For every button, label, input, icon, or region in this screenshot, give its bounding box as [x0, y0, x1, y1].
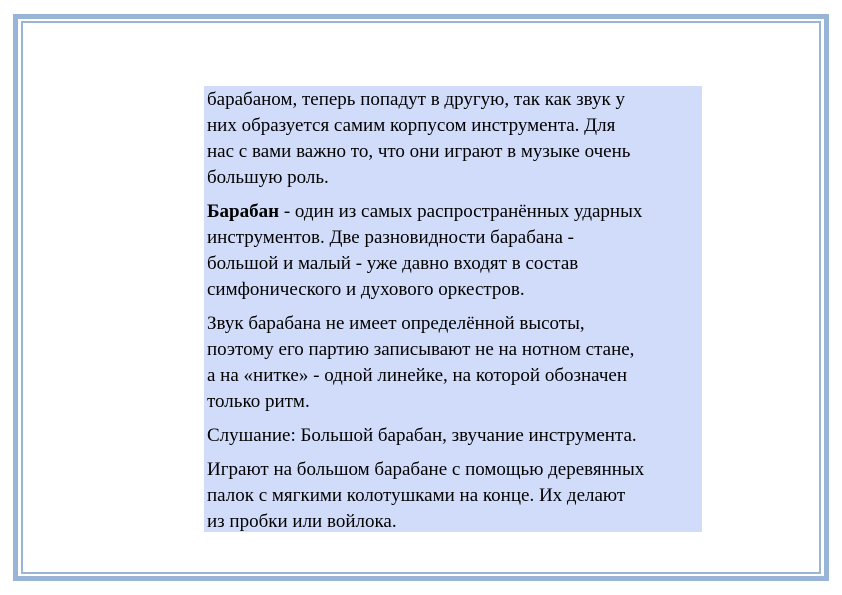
paragraph-5 — [207, 457, 702, 535]
paragraph-4 — [207, 423, 702, 449]
text-line: Слушание: Большой барабан, звучание инструмента. — [207, 425, 637, 446]
text-line: из пробки или войлока. — [207, 511, 397, 532]
text-line: только ритм. — [207, 391, 310, 412]
text-line — [207, 199, 702, 225]
text-line: Играют на большом барабане с помощью деревянных — [207, 459, 645, 480]
text-line: а на «нитке» - одной линейке, на которой обозначен — [207, 365, 628, 386]
text-line: барабаном, теперь попадут в другую, так как звук у — [207, 89, 625, 110]
text-line: симфонического и духового оркестров. — [207, 279, 525, 300]
text-line: поэтому его партию записывают не на нотном стане, — [207, 339, 635, 360]
paragraph-2 — [207, 199, 702, 303]
text-line: большую роль. — [207, 167, 329, 188]
text-line: большой и малый - уже давно входят в состав — [207, 253, 579, 274]
text-line: нас с вами важно то, что они играют в музыке очень — [207, 141, 631, 162]
text-fragment: - один из самых распространённых ударных — [279, 201, 643, 222]
text-line: палок с мягкими колотушками на конце. Их делают — [207, 485, 626, 506]
text-line: инструментов. Две разновидности барабана - — [207, 227, 574, 248]
paragraph-3 — [207, 311, 702, 415]
text-block — [204, 86, 702, 532]
bold-term: Барабан — [207, 201, 280, 222]
paragraph-1 — [207, 87, 702, 191]
text-line: Звук барабана не имеет определённой высоты, — [207, 313, 585, 334]
text-line: них образуется самим корпусом инструмента. Для — [207, 115, 616, 136]
